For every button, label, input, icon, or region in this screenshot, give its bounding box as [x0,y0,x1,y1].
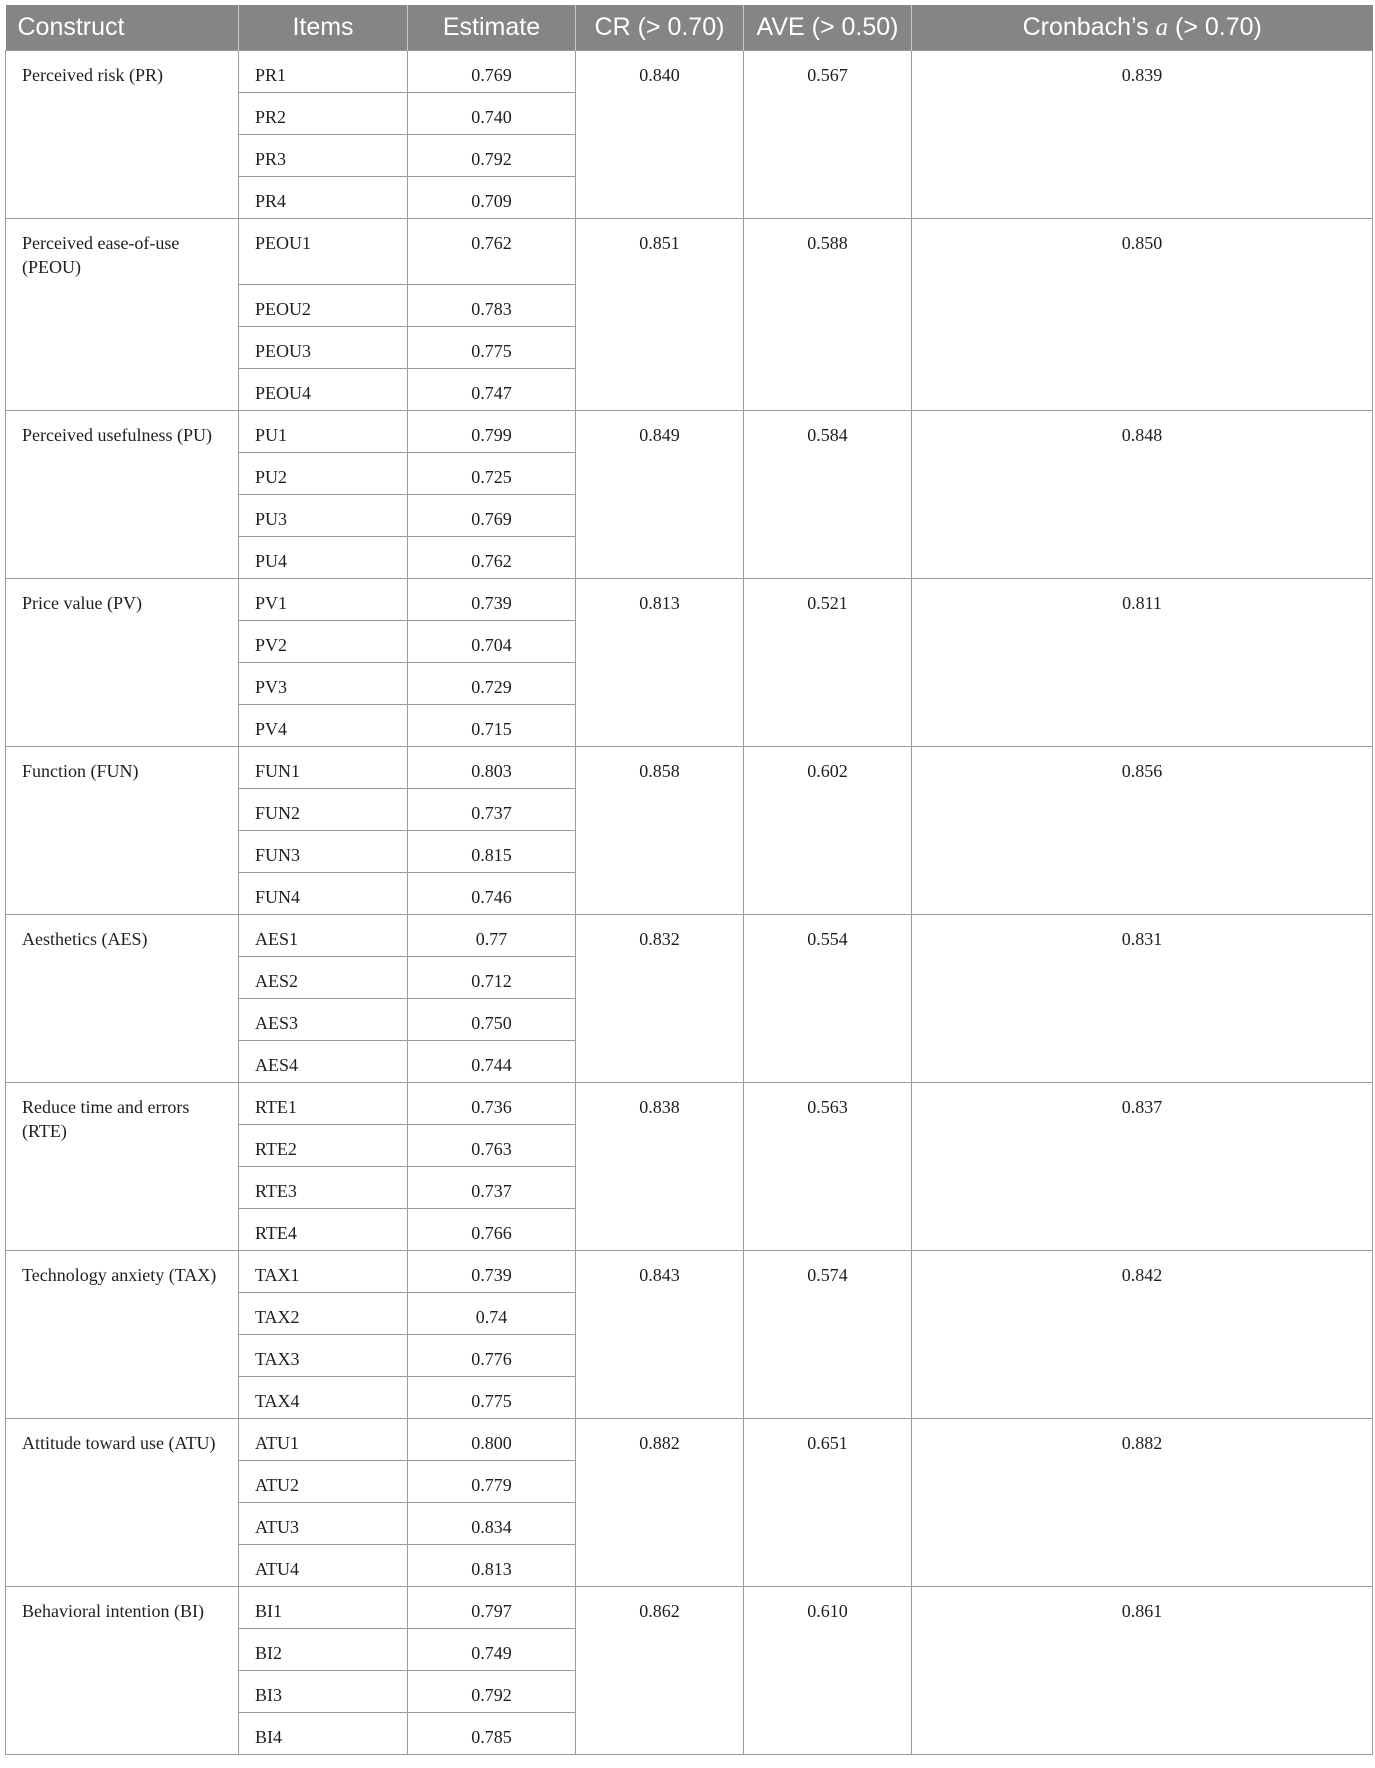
header-row [6,5,1373,51]
table-row [6,1419,1373,1461]
ave-cell: 0.610 [744,1587,912,1755]
estimate-cell: 0.704 [408,621,576,663]
estimate-cell: 0.792 [408,135,576,177]
cr-cell: 0.862 [576,1587,744,1755]
estimate-cell: 0.803 [408,747,576,789]
estimate-cell: 0.737 [408,789,576,831]
alpha-cell: 0.811 [912,579,1373,747]
ave-cell: 0.567 [744,51,912,219]
alpha-cell: 0.850 [912,219,1373,411]
construct-cell: Reduce time and errors (RTE) [6,1083,239,1251]
item-cell: PEOU4 [239,369,408,411]
item-cell: ATU4 [239,1545,408,1587]
item-cell: PEOU2 [239,285,408,327]
item-cell: PR3 [239,135,408,177]
estimate-cell: 0.750 [408,999,576,1041]
alpha-cell: 0.839 [912,51,1373,219]
item-cell: PR1 [239,51,408,93]
estimate-cell: 0.775 [408,1377,576,1419]
estimate-cell: 0.813 [408,1545,576,1587]
estimate-cell: 0.729 [408,663,576,705]
estimate-cell: 0.736 [408,1083,576,1125]
item-cell: PEOU1 [239,219,408,285]
estimate-cell: 0.792 [408,1671,576,1713]
item-cell: TAX2 [239,1293,408,1335]
estimate-cell: 0.762 [408,537,576,579]
estimate-cell: 0.815 [408,831,576,873]
item-cell: BI4 [239,1713,408,1755]
estimate-cell: 0.762 [408,219,576,285]
estimate-cell: 0.769 [408,51,576,93]
item-cell: BI1 [239,1587,408,1629]
ave-cell: 0.521 [744,579,912,747]
table-row [6,1251,1373,1293]
item-cell: FUN1 [239,747,408,789]
item-cell: ATU2 [239,1461,408,1503]
item-cell: BI3 [239,1671,408,1713]
ave-cell: 0.563 [744,1083,912,1251]
item-cell: AES3 [239,999,408,1041]
item-cell: PV2 [239,621,408,663]
estimate-cell: 0.74 [408,1293,576,1335]
item-cell: PR2 [239,93,408,135]
measurement-table-container [5,5,1372,1755]
header-construct: Construct [6,5,239,51]
estimate-cell: 0.785 [408,1713,576,1755]
estimate-cell: 0.725 [408,453,576,495]
construct-cell: Price value (PV) [6,579,239,747]
estimate-cell: 0.769 [408,495,576,537]
table-row [6,1083,1373,1125]
header-cr: CR (> 0.70) [576,5,744,51]
construct-cell: Perceived ease-of-use (PEOU) [6,219,239,411]
estimate-cell: 0.799 [408,411,576,453]
table-row [6,51,1373,93]
cr-cell: 0.882 [576,1419,744,1587]
ave-cell: 0.651 [744,1419,912,1587]
estimate-cell: 0.744 [408,1041,576,1083]
estimate-cell: 0.737 [408,1167,576,1209]
item-cell: RTE4 [239,1209,408,1251]
estimate-cell: 0.715 [408,705,576,747]
item-cell: AES4 [239,1041,408,1083]
ave-cell: 0.602 [744,747,912,915]
cr-cell: 0.832 [576,915,744,1083]
cr-cell: 0.838 [576,1083,744,1251]
alpha-cell: 0.882 [912,1419,1373,1587]
ave-cell: 0.554 [744,915,912,1083]
estimate-cell: 0.775 [408,327,576,369]
item-cell: AES2 [239,957,408,999]
ave-cell: 0.588 [744,219,912,411]
item-cell: RTE2 [239,1125,408,1167]
estimate-cell: 0.77 [408,915,576,957]
item-cell: PU3 [239,495,408,537]
ave-cell: 0.574 [744,1251,912,1419]
construct-cell: Behavioral intention (BI) [6,1587,239,1755]
table-row [6,219,1373,285]
table-row [6,915,1373,957]
estimate-cell: 0.783 [408,285,576,327]
item-cell: FUN2 [239,789,408,831]
item-cell: FUN3 [239,831,408,873]
item-cell: PU1 [239,411,408,453]
item-cell: PU2 [239,453,408,495]
item-cell: RTE1 [239,1083,408,1125]
construct-cell: Perceived usefulness (PU) [6,411,239,579]
alpha-cell: 0.837 [912,1083,1373,1251]
measurement-model-table [5,5,1373,1755]
alpha-cell: 0.861 [912,1587,1373,1755]
table-row [6,747,1373,789]
estimate-cell: 0.739 [408,1251,576,1293]
estimate-cell: 0.709 [408,177,576,219]
cr-cell: 0.858 [576,747,744,915]
item-cell: BI2 [239,1629,408,1671]
estimate-cell: 0.800 [408,1419,576,1461]
alpha-cell: 0.856 [912,747,1373,915]
item-cell: RTE3 [239,1167,408,1209]
construct-cell: Aesthetics (AES) [6,915,239,1083]
table-row [6,579,1373,621]
cr-cell: 0.813 [576,579,744,747]
estimate-cell: 0.797 [408,1587,576,1629]
estimate-cell: 0.746 [408,873,576,915]
ave-cell: 0.584 [744,411,912,579]
header-cronbach-alpha [912,5,1373,51]
construct-cell: Technology anxiety (TAX) [6,1251,239,1419]
estimate-cell: 0.749 [408,1629,576,1671]
estimate-cell: 0.776 [408,1335,576,1377]
cr-cell: 0.840 [576,51,744,219]
table-row [6,1587,1373,1629]
item-cell: TAX3 [239,1335,408,1377]
cr-cell: 0.851 [576,219,744,411]
alpha-cell: 0.842 [912,1251,1373,1419]
item-cell: PV3 [239,663,408,705]
estimate-cell: 0.763 [408,1125,576,1167]
cr-cell: 0.843 [576,1251,744,1419]
estimate-cell: 0.747 [408,369,576,411]
item-cell: TAX1 [239,1251,408,1293]
header-estimate: Estimate [408,5,576,51]
item-cell: FUN4 [239,873,408,915]
estimate-cell: 0.766 [408,1209,576,1251]
construct-cell: Perceived risk (PR) [6,51,239,219]
table-row [6,411,1373,453]
item-cell: PV4 [239,705,408,747]
construct-cell: Function (FUN) [6,747,239,915]
estimate-cell: 0.779 [408,1461,576,1503]
estimate-cell: 0.740 [408,93,576,135]
item-cell: PR4 [239,177,408,219]
item-cell: PU4 [239,537,408,579]
header-alpha-suffix: (> 0.70) [1168,13,1262,41]
item-cell: ATU3 [239,1503,408,1545]
alpha-cell: 0.831 [912,915,1373,1083]
header-ave: AVE (> 0.50) [744,5,912,51]
item-cell: PV1 [239,579,408,621]
item-cell: PEOU3 [239,327,408,369]
item-cell: ATU1 [239,1419,408,1461]
item-cell: TAX4 [239,1377,408,1419]
header-items: Items [239,5,408,51]
header-alpha-symbol: a [1155,14,1169,41]
item-cell: AES1 [239,915,408,957]
estimate-cell: 0.739 [408,579,576,621]
cr-cell: 0.849 [576,411,744,579]
estimate-cell: 0.712 [408,957,576,999]
construct-cell: Attitude toward use (ATU) [6,1419,239,1587]
header-alpha-prefix: Cronbach’s [1022,13,1156,41]
estimate-cell: 0.834 [408,1503,576,1545]
alpha-cell: 0.848 [912,411,1373,579]
